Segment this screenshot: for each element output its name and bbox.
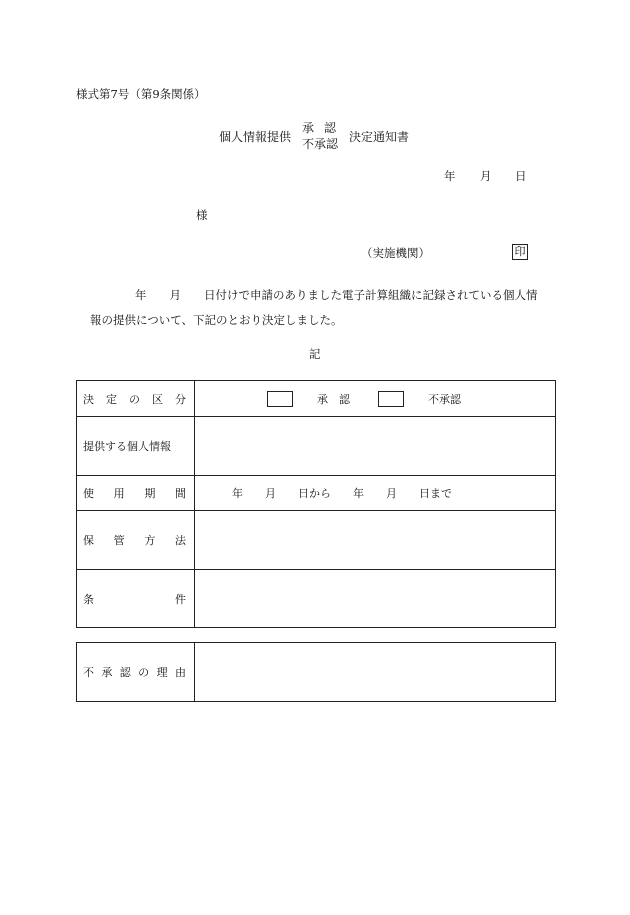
title-option-approve: 承認 — [302, 121, 347, 135]
label-usage-period: 使 用 期 間 — [83, 487, 186, 500]
date-month: 月 — [480, 169, 492, 183]
decision-table — [76, 380, 556, 628]
row-storage — [77, 511, 556, 570]
approve-label: 承 認 — [317, 392, 350, 406]
body-line-2: 報の提供について、下記のとおり決定しました。 — [90, 313, 343, 327]
title-prefix: 個人情報提供 — [219, 129, 292, 144]
title-option-disapprove: 不承認 — [302, 137, 339, 151]
label-decision: 決 定 の 区 分 — [83, 392, 186, 406]
row-personal-info — [77, 417, 556, 476]
row-usage-period — [77, 476, 556, 511]
storage-field[interactable] — [195, 511, 556, 570]
document-title — [219, 119, 409, 153]
conditions-field[interactable] — [195, 570, 556, 628]
decision-options — [195, 391, 555, 407]
label-personal-info: 提供する個人情報 — [83, 440, 171, 453]
title-suffix: 決定通知書 — [349, 129, 410, 144]
disapprove-label: 不承認 — [428, 392, 461, 406]
label-conditions: 条 件 — [83, 592, 186, 606]
reason-field[interactable] — [195, 643, 556, 702]
seal-mark: 印 — [512, 244, 528, 260]
date-day: 日 — [515, 169, 527, 183]
row-conditions — [77, 570, 556, 628]
body-line-1: 年 月 日付けで申請のありました電子計算組織に記録されている個人情 — [135, 288, 538, 302]
row-reason — [77, 643, 556, 702]
approve-checkbox[interactable] — [267, 391, 293, 407]
title-options — [294, 120, 346, 152]
row-decision — [77, 381, 556, 417]
disapprove-checkbox[interactable] — [378, 391, 404, 407]
date-year: 年 — [444, 169, 456, 183]
label-reason: 不 承 認 の 理 由 — [83, 666, 186, 679]
usage-period-value[interactable]: 年 月 日から 年 月 日まで — [232, 487, 452, 500]
reason-table — [76, 642, 556, 702]
personal-info-field[interactable] — [195, 417, 556, 476]
ki-heading: 記 — [309, 347, 321, 361]
issuer-label: （実施機関） — [361, 246, 430, 260]
addressee-suffix: 様 — [196, 208, 208, 222]
form-number: 様式第7号（第9条関係） — [76, 87, 206, 101]
label-storage: 保 管 方 法 — [83, 534, 186, 547]
